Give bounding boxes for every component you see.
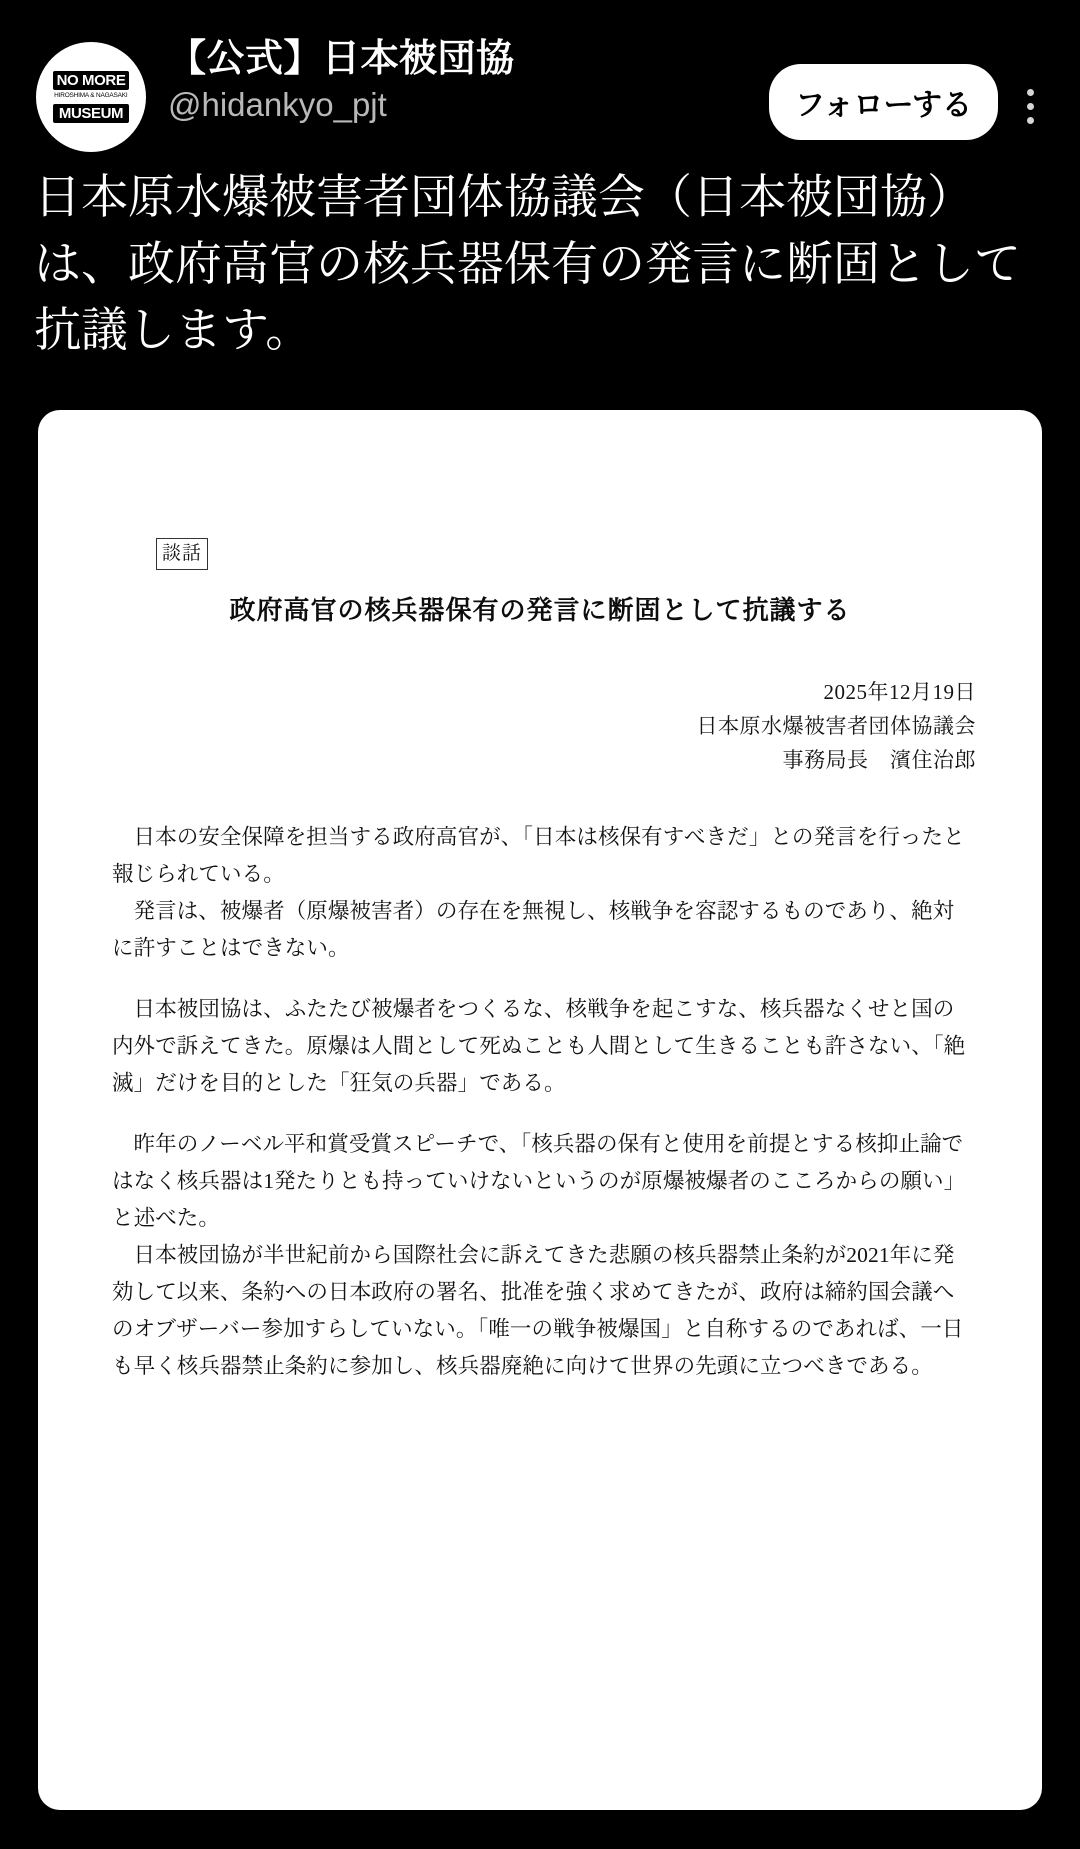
document-tag: 談話	[156, 538, 208, 570]
more-dot-1	[1027, 89, 1034, 96]
avatar-logo-line1: NO MORE	[53, 71, 130, 90]
account-handle: @hidankyo_pjt	[168, 86, 387, 124]
document-organization: 日本原水爆被害者団体協議会	[696, 714, 976, 739]
account-display-name: 【公式】日本被団協	[168, 38, 515, 80]
post-header	[0, 0, 1080, 150]
more-dot-2	[1027, 103, 1034, 110]
document-paragraph: 日本被団協は、ふたたび被爆者をつくるな、核戦争を起こすな、核兵器なくせと国の内外で訴えてきた。原爆は人間として死ぬことも人間として生きることも許さない、「絶滅」だけを目的とした「狂気の兵器」である。	[112, 997, 966, 1096]
document-content	[38, 410, 1042, 1385]
document-title: 政府高官の核兵器保有の発言に断固として抗議する	[229, 596, 851, 626]
avatar-logo-line2: HIROSHIMA & NAGASAKI	[54, 92, 128, 100]
document-meta	[96, 675, 984, 777]
avatar-logo-line3: MUSEUM	[53, 104, 129, 123]
more-options-icon[interactable]	[1008, 76, 1052, 136]
document-paragraph: 昨年のノーベル平和賞受賞スピーチで、「核兵器の保有と使用を前提とする核抑止論ではなく核兵器は1発たりとも持っていけないというのが原爆被爆者のこころからの願い」と述べた。	[112, 1132, 966, 1230]
document-date: 2025年12月19日	[823, 680, 976, 705]
document-paragraph: 日本被団協が半世紀前から国際社会に訴えてきた悲願の核兵器禁止条約が2021年に発効して以来、条約への日本政府の署名、批准を強く求めてきたが、政府は締約国会議へのオブザーバー参加すらしていない。「唯一の戦争被爆国」と自称するのであれば、一日も早く核兵器禁止条約に参加し、核兵器廃絶に向けて世界の先頭に立つべきである。	[112, 1242, 964, 1378]
document-body	[96, 819, 984, 1385]
post-text: 日本原水爆被害者団体協議会（日本被団協）は、政府高官の核兵器保有の発言に断固として抗議します。	[34, 170, 1021, 357]
account-identity[interactable]	[146, 36, 769, 126]
more-dot-3	[1027, 117, 1034, 124]
document-paragraph: 発言は、被爆者（原爆被害者）の存在を無視し、核戦争を容認するものであり、絶対に許すことはできない。	[112, 899, 955, 961]
follow-button[interactable]: フォローする	[769, 64, 998, 140]
document-paragraph: 日本の安全保障を担当する政府高官が、「日本は核保有すべきだ」との発言を行ったと報じられている。	[112, 825, 965, 887]
attached-document-image[interactable]	[38, 410, 1042, 1810]
document-signer: 事務局長 濱住治郎	[782, 748, 976, 773]
avatar[interactable]	[36, 42, 146, 152]
